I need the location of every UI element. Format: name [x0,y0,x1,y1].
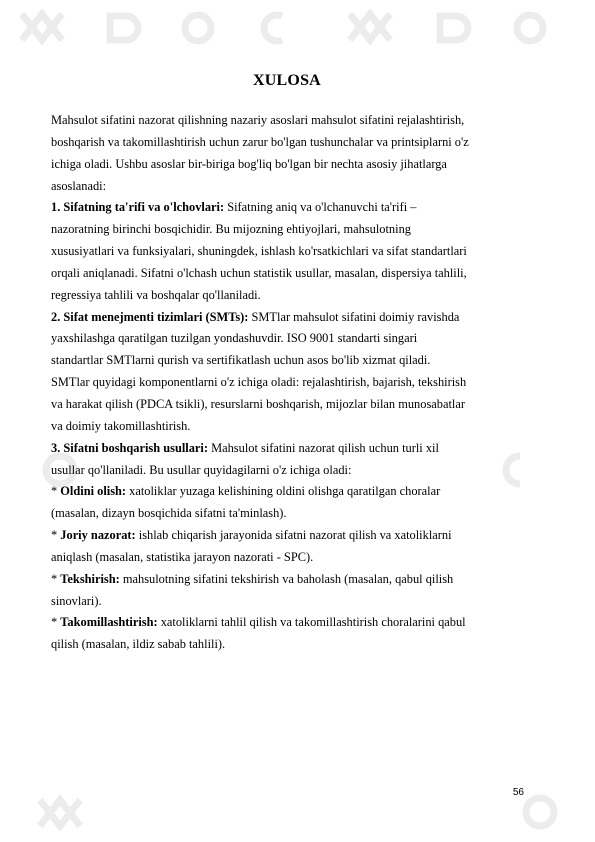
section-1-line: xususiyatlari va funksiyalari, shuningdek, ishlash ko'rsatkichlari va sifat standartlari [51,244,467,259]
document-body [51,110,531,656]
intro-line: asoslanadi: [51,178,107,193]
section-1-first-line: 1. Sifatning ta'rifi va o'lchovlari: Sifatning aniq va o'lchanuvchi ta'rifi – [51,200,417,215]
bullet-continuation: (masalan, dizayn bosqichida sifatni ta'minlash). [51,506,287,521]
section-2-first-line: 2. Sifat menejmenti tizimlari (SMTs): SMTlar mahsulot sifatini doimiy ravishda [51,309,460,324]
bullet-item: * Tekshirish: mahsulotning sifatini tekshirish va baholash (masalan, qabul qilish [51,571,454,586]
bullet-marker: * [51,615,61,630]
bullet-item: * Oldini olish: xatoliklar yuzaga kelishining oldini olishga qaratilgan choralar [51,484,441,499]
bullet-term: Takomillashtirish: [60,615,158,630]
bullet-continuation: qilish (masalan, ildiz sabab tahlili). [51,637,226,652]
section-3-line: usullar qo'llaniladi. Bu usullar quyidagilarni o'z ichiga oladi: [51,462,352,477]
section-2-line: SMTlar quyidagi komponentlarni o'z ichiga oladi: rejalashtirish, bajarish, tekshirish [51,375,467,390]
section-1-line: regressiya tahlili va boshqalar qo'llaniladi. [51,287,261,302]
page-number: 56 [512,787,524,798]
bullet-term: Tekshirish: [60,571,120,586]
bullet-marker: * [51,571,61,586]
section-3-heading: 3. Sifatni boshqarish usullari: [51,440,208,455]
section-1-line: nazoratning birinchi bosqichidir. Bu mijozning ehtiyojlari, mahsulotning [51,222,411,237]
section-2-heading: 2. Sifat menejmenti tizimlari (SMTs): [51,309,249,324]
intro-line: Mahsulot sifatini nazorat qilishning nazariy asoslari mahsulot sifatini rejalashtirish, [51,113,465,127]
bullet-item: * Joriy nazorat: ishlab chiqarish jarayonida sifatni nazorat qilish va xatoliklarni [51,528,452,543]
page-title: XULOSA [253,72,321,89]
section-2-line: va doimiy takomillashtirish. [51,418,191,433]
bullet-term: Joriy nazorat: [60,528,136,543]
bullet-continuation: sinovlari). [51,593,102,608]
section-3-first-line: 3. Sifatni boshqarish usullari: Mahsulot sifatini nazorat qilish uchun turli xil [51,440,439,455]
bullet-marker: * [51,528,61,543]
intro-line: boshqarish va takomillashtirish uchun zarur bo'lgan tushunchalar va printsiplarni o'z [51,134,469,149]
bullet-term: Oldini olish: [60,484,127,499]
intro-line: ichiga oladi. Ushbu asoslar bir-biriga bog'liq bo'lgan bir nechta asosiy jihatlarga [51,156,447,171]
bullet-item: * Takomillashtirish: xatoliklarni tahlil qilish va takomillashtirish choralarini qabul [51,615,466,630]
section-2-line: va harakat qilish (PDCA tsikli), resurslarni boshqarish, mijozlar bilan munosabatlar [51,396,465,411]
section-1-heading: 1. Sifatning ta'rifi va o'lchovlari: [51,200,225,215]
section-1-line: orqali aniqlanadi. Sifatni o'lchash uchun statistik usullar, masalan, dispersiya tahlili, [51,265,467,280]
bullet-continuation: aniqlash (masalan, statistika jarayon nazorati - SPC). [51,549,314,564]
bullet-marker: * [51,484,61,499]
section-2-line: yaxshilashga qaratilgan tuzilgan yondashuvdir. ISO 9001 standarti singari [51,331,418,346]
section-2-line: standartlar SMTlarni qurish va sertifikatlash uchun asos bo'lib xizmat qiladi. [51,353,431,368]
